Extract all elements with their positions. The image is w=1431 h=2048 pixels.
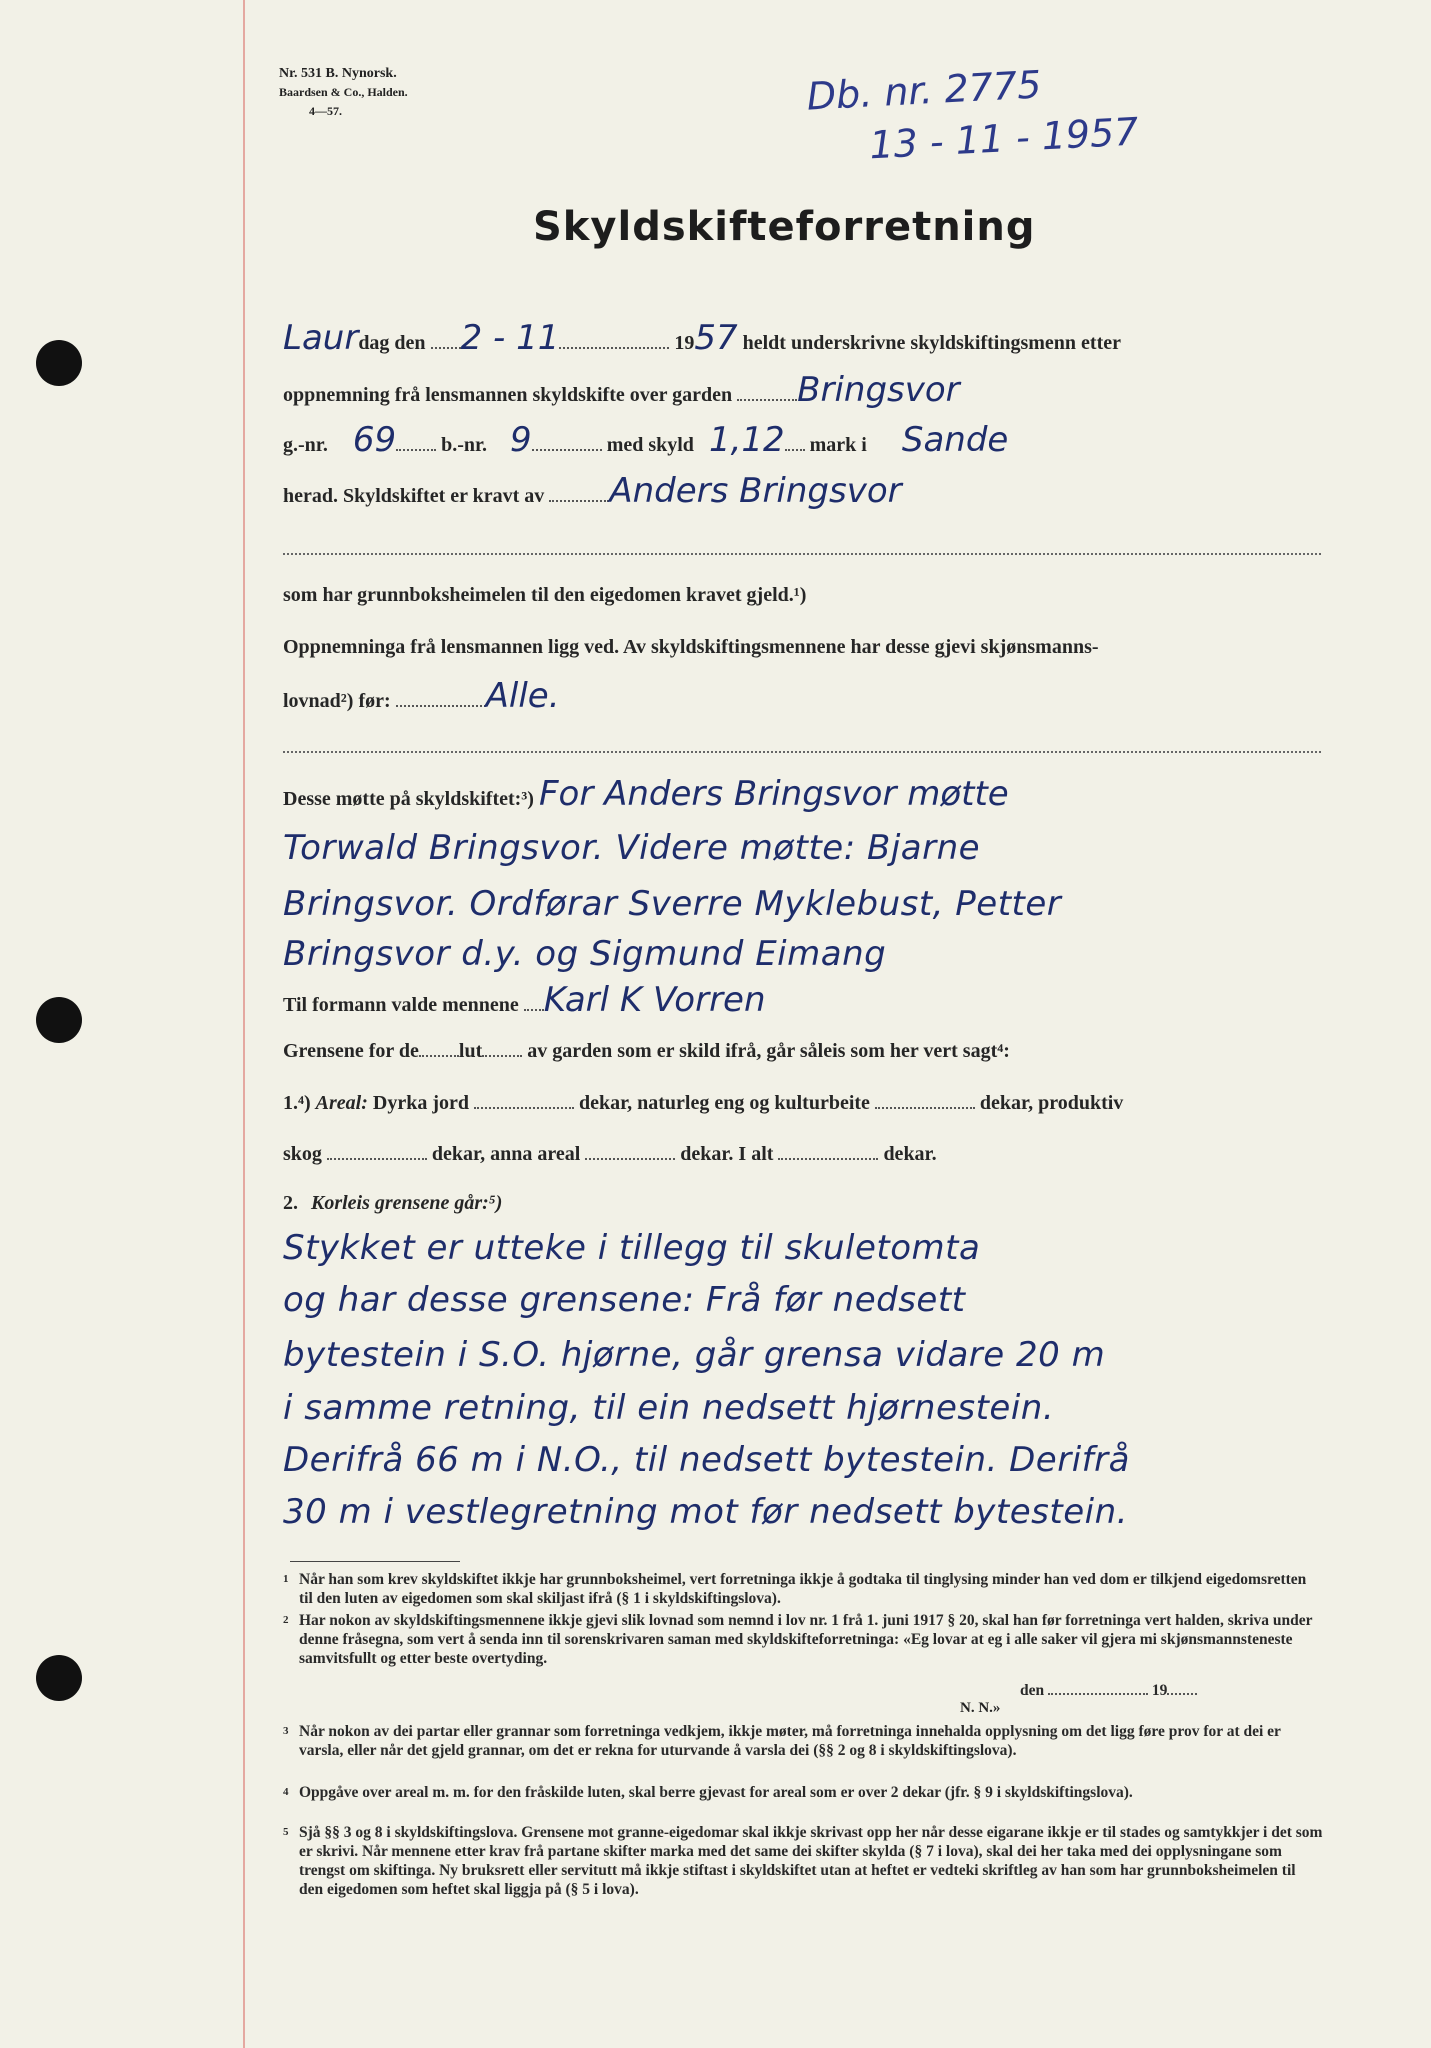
handwritten-farm: Bringsvor: [797, 370, 960, 410]
footnote-3: [283, 1722, 1323, 1760]
handwritten-gnr: 69: [352, 420, 397, 460]
label-text: lovnad²) før:: [283, 690, 391, 712]
footnote-5: [283, 1823, 1323, 1899]
label-mark: mark i: [809, 434, 867, 456]
row-date: [283, 318, 1323, 358]
handwritten-bnr: 9: [510, 420, 532, 460]
label-text: skog: [283, 1143, 322, 1165]
handwritten-line: Derifrå 66 m i N.O., til nedsett bytestein. Derifrå: [283, 1440, 1130, 1480]
row-area: [283, 1092, 1323, 1115]
label-text: Desse møtte på skyldskiftet:³): [283, 788, 534, 810]
document-title: Skyldskifteforretning: [533, 204, 1036, 250]
footnote-1: [283, 1570, 1323, 1608]
label-skyld: med skyld: [606, 434, 694, 456]
footnote-text: Sjå §§ 3 og 8 i skyldskiftingslova. Grensene mot granne-eigedomar skal ikkje skrivast opp her når desse eigarane ikkje er til stades og samtykkjer i det som er skrivi. Når mennene etter krav frå partane skifter marka med det same dei skifter skylda (§ 7 i lova), skal dei her taka med dei opplysningane som trengst om skiftinga. Ny bruksrett eller servitutt må ikkje stiftast i skyldskiftet utan at heftet er vedteki skriftleg av han som har grunnboksheimelen til den eigedomen som heftet skal liggja på (§ 5 i lova).: [299, 1824, 1323, 1898]
label-year-prefix: 19: [674, 332, 695, 354]
label-text: heldt underskrivne skyldskiftingsmenn etter: [742, 332, 1121, 354]
handwritten-attendance: For Anders Bringsvor møtte: [538, 774, 1009, 814]
label-text: herad. Skyldskiftet er kravt av: [283, 485, 545, 507]
margin-line: [243, 0, 245, 2048]
handwritten-requester: Anders Bringsvor: [609, 471, 902, 511]
row-chairman: [283, 980, 1323, 1020]
row-farm: [283, 370, 1323, 410]
label-text: Dyrka jord: [372, 1092, 469, 1114]
handwritten-line: i samme retning, til ein nedsett hjørnestein.: [283, 1388, 1055, 1428]
punch-hole: [36, 997, 82, 1043]
form-number: Nr. 531 B. Nynorsk.: [279, 66, 397, 81]
blank-line: [283, 750, 1321, 753]
footnote-number: 2: [283, 1614, 289, 1626]
label-text: dekar, anna areal: [431, 1143, 581, 1165]
handwritten-line: Stykket er utteke i tillegg til skuletomta: [283, 1228, 981, 1268]
label-gnr: g.-nr.: [283, 434, 328, 456]
footnote-2: [283, 1611, 1323, 1668]
form-identifier: [279, 64, 408, 121]
handwritten-date: 2 - 11: [460, 318, 560, 358]
handwritten-line: Bringsvor. Ordførar Sverre Myklebust, Petter: [283, 884, 1062, 924]
label-text: Grensene for de: [283, 1040, 419, 1062]
blank-line: [283, 552, 1321, 555]
row-gnr: [283, 420, 1323, 460]
signature-nn: N. N.»: [960, 1700, 1001, 1716]
handwritten-line: Bringsvor d.y. og Sigmund Eimang: [283, 934, 887, 974]
punch-hole: [36, 1655, 82, 1701]
footnote-rule: [290, 1561, 460, 1562]
print-date: 4—57.: [309, 104, 342, 118]
row-oath: [283, 676, 1323, 716]
label-lut: lut: [458, 1040, 483, 1062]
handwritten-line: og har desse grensene: Frå før nedsett: [283, 1280, 966, 1320]
label-text: dekar.: [883, 1143, 937, 1165]
row-appointment: Oppnemninga frå lensmannen ligg ved. Av skyldskiftingsmennene har desse gjevi skjønsmanns-: [283, 636, 1099, 658]
row-bounds-heading: [283, 1192, 1323, 1215]
stamp-date: 13 - 11 - 1957: [868, 109, 1140, 168]
handwritten-all: Alle.: [485, 676, 560, 716]
handwritten-line: 30 m i vestlegretning mot før nedsett bytestein.: [283, 1492, 1128, 1532]
footnote-number: 3: [283, 1725, 289, 1737]
handwritten-year: 57: [694, 318, 738, 358]
handwritten-chairman: Karl K Vorren: [543, 980, 766, 1020]
label-text: oppnemning frå lensmannen skyldskifte over garden: [283, 384, 733, 406]
label-day: dag den: [358, 332, 426, 354]
label-den: den: [1020, 1682, 1045, 1699]
footnote-number: 5: [283, 1826, 289, 1838]
label-text: Korleis grensene går:⁵): [311, 1192, 503, 1214]
stamp-number: Db. nr. 2775: [805, 62, 1043, 119]
label-text: dekar, produktiv: [979, 1092, 1124, 1114]
handwritten-day: Laur: [283, 318, 359, 358]
footnote-number: 1: [283, 1573, 289, 1585]
row-forest: [283, 1143, 1323, 1166]
handwritten-place: Sande: [901, 420, 1009, 460]
label-text: Til formann valde mennene: [283, 994, 519, 1016]
row-requester: [283, 471, 1323, 511]
row-attendance: [283, 774, 1323, 814]
label-areal: Areal:: [315, 1092, 368, 1114]
footnote-text: Oppgåve over areal m. m. for den fråskilde luten, skal berre gjevast for areal som er over 2 dekar (jfr. § 9 i skyldskiftingslova).: [299, 1784, 1133, 1801]
footnote-text: Har nokon av skyldskiftingsmennene ikkje gjevi slik lovnad som nemnd i lov nr. 1 frå 1. juni 1917 § 20, skal han før forretninga vert halden, skriva under denne fråsegna, som vert å senda inn til sorenskrivaren saman med skyldskifteforretninga: «Eg lovar at eg i alle saker vil gjera mi skjønsmannsteneste samvitsfullt og etter beste overtyding.: [299, 1612, 1313, 1667]
label-num: 1.⁴): [283, 1092, 311, 1114]
footnote-text: Når nokon av dei partar eller grannar som forretninga vedkjem, ikkje møter, må forretninga innehalda opplysning om det ligg føre prov for at dei er varsla, eller når det gjeld grannar, om det er rekna for uturvande å varsla dei (§§ 2 og 8 i skyldskiftingslova).: [299, 1723, 1281, 1759]
label-text: dekar, naturleg eng og kulturbeite: [578, 1092, 870, 1114]
footnote-text: Når han som krev skyldskiftet ikkje har grunnboksheimel, vert forretninga ikkje å godtaka til tinglysing minder han ved dom er tilkjend eigedomsretten til den luten av eigedomen som skal skiljast ifrå (§ 1 i skyldskiftingslova).: [299, 1571, 1307, 1607]
label-num: 2.: [283, 1192, 298, 1214]
printer-name: Baardsen & Co., Halden.: [279, 85, 408, 99]
label-text: dekar. I alt: [680, 1143, 774, 1165]
punch-hole: [36, 340, 82, 386]
row-title-holder: som har grunnboksheimelen til den eigedomen kravet gjeld.¹): [283, 584, 807, 606]
footnote-2-signature: [300, 1681, 1300, 1700]
handwritten-line: Torwald Bringsvor. Videre møtte: Bjarne: [283, 828, 981, 868]
label-year: 19: [1151, 1682, 1168, 1699]
handwritten-skyld: 1,12: [708, 420, 785, 460]
row-boundaries-intro: [283, 1040, 1323, 1063]
label-text: av garden som er skild ifrå, går såleis som her vert sagt⁴:: [527, 1040, 1010, 1062]
registration-stamp: [806, 53, 1140, 174]
handwritten-line: bytestein i S.O. hjørne, går grensa vidare 20 m: [283, 1335, 1106, 1375]
label-bnr: b.-nr.: [441, 434, 488, 456]
footnote-number: 4: [283, 1786, 289, 1798]
footnote-4: [283, 1783, 1323, 1802]
